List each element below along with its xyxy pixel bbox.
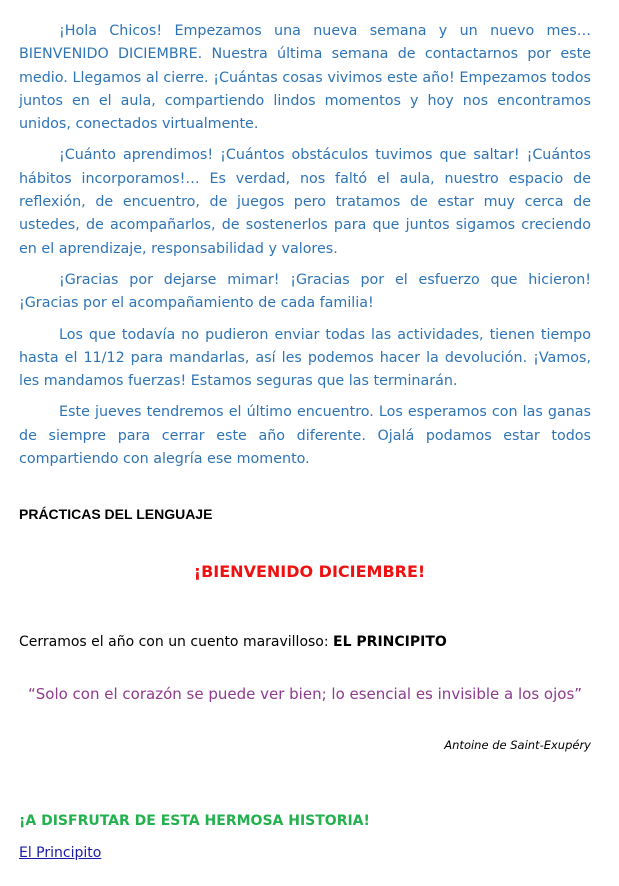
letter-paragraph-3: ¡Gracias por dejarse mimar! ¡Gracias por el esfuerzo que hicieron! ¡Gracias por el acompañamiento de cada familia! (19, 271, 591, 312)
welcome-heading: ¡BIENVENIDO DICIEMBRE! (193, 562, 426, 581)
enjoy-heading: ¡A DISFRUTAR DE ESTA HERMOSA HISTORIA! (19, 813, 370, 829)
quote: “Solo con el corazón se puede ver bien; lo esencial es invisible a los ojos” (27, 685, 583, 703)
letter-body (19, 20, 591, 479)
quote-author: Antoine de Saint-Exupéry (444, 738, 591, 752)
intro-line (19, 634, 447, 650)
book-title: EL PRINCIPITO (333, 634, 447, 650)
letter-paragraph-1: ¡Hola Chicos! Empezamos una nueva semana y un nuevo mes… BIENVENIDO DICIEMBRE. Nuestra última semana de contactarnos por este medio. Llegamos al cierre. ¡Cuántas cosas vivimos este año! Empezamos todos juntos en el aula, compartiendo lindos momentos y hoy nos encontramos unidos, conectados virtualmente. (19, 23, 591, 133)
letter-paragraph-4: Los que todavía no pudieron enviar todas las actividades, tienen tiempo hasta el 11/12 para mandarlas, así les podemos hacer la devolución. ¡Vamos, les mandamos fuerzas! Estamos seguras que las terminarán. (19, 326, 591, 390)
story-link[interactable]: El Principito (19, 845, 102, 861)
letter-paragraph-5: Este jueves tendremos el último encuentro. Los esperamos con las ganas de siempre para cerrar este año diferente. Ojalá podamos estar todos compartiendo con alegría ese momento. (19, 404, 591, 468)
letter-paragraph-2: ¡Cuánto aprendimos! ¡Cuántos obstáculos tuvimos que saltar! ¡Cuántos hábitos incorporamos!… Es verdad, nos faltó el aula, nuestro espacio de reflexión, de encuentro, de juegos pero tratamos de estar muy cerca de ustedes, de acompañarlos, de sostenerlos para que juntos sigamos creciendo en el aprendizaje, responsabilidad y valores. (19, 147, 591, 257)
section-title: PRÁCTICAS DEL LENGUAJE (19, 506, 213, 522)
intro-text: Cerramos el año con un cuento maravilloso: (19, 634, 334, 650)
